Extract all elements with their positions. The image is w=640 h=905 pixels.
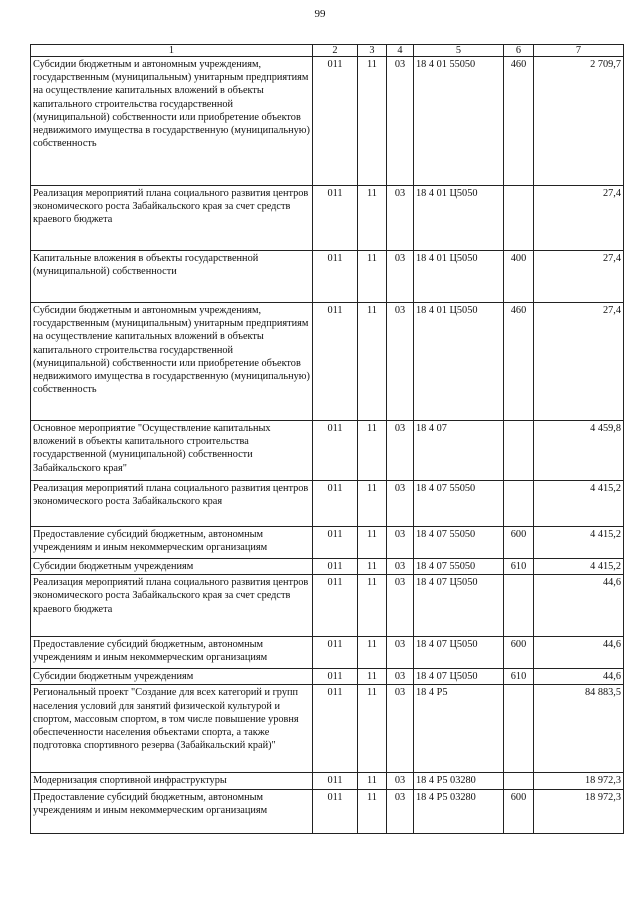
col-ministry-code: 011: [313, 685, 358, 773]
col-expense-type: 600: [504, 789, 534, 833]
col-section: 11: [358, 575, 387, 637]
col-subsection: 03: [387, 669, 414, 685]
row-name: Реализация мероприятий плана социального развития центров экономического роста Забайкальского края за счет средств краевого бюджета: [31, 575, 313, 637]
col-expense-type: 600: [504, 527, 534, 559]
col-section: 11: [358, 773, 387, 789]
col-section: 11: [358, 251, 387, 303]
column-header: 3: [358, 45, 387, 57]
table-row: [31, 421, 624, 481]
table-row: [31, 773, 624, 789]
col-amount: 44,6: [534, 575, 624, 637]
table-row: [31, 186, 624, 251]
col-target-article: 18 4 01 Ц5050: [414, 303, 504, 421]
col-target-article: 18 4 07 Ц5050: [414, 637, 504, 669]
col-ministry-code: 011: [313, 57, 358, 186]
col-amount: 4 459,8: [534, 421, 624, 481]
col-amount: 4 415,2: [534, 559, 624, 575]
column-header: 1: [31, 45, 313, 57]
col-ministry-code: 011: [313, 421, 358, 481]
row-name: Предоставление субсидий бюджетным, автономным учреждениям и иным некоммерческим организациям: [31, 637, 313, 669]
col-section: 11: [358, 481, 387, 527]
col-section: 11: [358, 685, 387, 773]
col-subsection: 03: [387, 575, 414, 637]
col-amount: 4 415,2: [534, 481, 624, 527]
col-amount: 4 415,2: [534, 527, 624, 559]
row-name: Реализация мероприятий плана социального развития центров экономического роста Забайкальского края за счет средств краевого бюджета: [31, 186, 313, 251]
col-expense-type: [504, 575, 534, 637]
col-target-article: 18 4 07 55050: [414, 481, 504, 527]
col-subsection: 03: [387, 773, 414, 789]
col-ministry-code: 011: [313, 637, 358, 669]
column-header: 4: [387, 45, 414, 57]
col-expense-type: 460: [504, 57, 534, 186]
table-row: [31, 637, 624, 669]
table-row: [31, 251, 624, 303]
col-section: 11: [358, 57, 387, 186]
col-amount: 27,4: [534, 251, 624, 303]
col-ministry-code: 011: [313, 789, 358, 833]
col-expense-type: [504, 186, 534, 251]
col-section: 11: [358, 303, 387, 421]
col-expense-type: 400: [504, 251, 534, 303]
row-name: Модернизация спортивной инфраструктуры: [31, 773, 313, 789]
col-subsection: 03: [387, 57, 414, 186]
col-ministry-code: 011: [313, 559, 358, 575]
row-name: Основное мероприятие "Осуществление капитальных вложений в объекты капитального строительства государственной (муниципальной) собственности Забайкальского края": [31, 421, 313, 481]
budget-table: [30, 44, 624, 834]
col-target-article: 18 4 01 Ц5050: [414, 251, 504, 303]
col-ministry-code: 011: [313, 251, 358, 303]
col-expense-type: 610: [504, 559, 534, 575]
col-section: 11: [358, 559, 387, 575]
col-subsection: 03: [387, 527, 414, 559]
column-header: 5: [414, 45, 504, 57]
col-subsection: 03: [387, 637, 414, 669]
col-amount: 2 709,7: [534, 57, 624, 186]
col-ministry-code: 011: [313, 186, 358, 251]
table-row: [31, 527, 624, 559]
col-ministry-code: 011: [313, 669, 358, 685]
row-name: Предоставление субсидий бюджетным, автономным учреждениям и иным некоммерческим организациям: [31, 527, 313, 559]
col-ministry-code: 011: [313, 481, 358, 527]
col-expense-type: [504, 773, 534, 789]
col-target-article: 18 4 07 Ц5050: [414, 669, 504, 685]
row-name: Предоставление субсидий бюджетным, автономным учреждениям и иным некоммерческим организациям: [31, 789, 313, 833]
table-header-row: [31, 45, 624, 57]
col-expense-type: 610: [504, 669, 534, 685]
col-section: 11: [358, 421, 387, 481]
col-target-article: 18 4 01 Ц5050: [414, 186, 504, 251]
table-row: [31, 303, 624, 421]
table-row: [31, 685, 624, 773]
col-target-article: 18 4 07 55050: [414, 527, 504, 559]
table-row: [31, 669, 624, 685]
col-section: 11: [358, 527, 387, 559]
col-amount: 27,4: [534, 186, 624, 251]
table-row: [31, 575, 624, 637]
col-subsection: 03: [387, 685, 414, 773]
row-name: Региональный проект "Создание для всех категорий и групп населения условий для занятий физической культурой и спортом, массовым спортом, в том числе повышение уровня обеспеченности населения объектами спорта, а также подготовка спортивного резерва (Забайкальский край)": [31, 685, 313, 773]
column-header: 6: [504, 45, 534, 57]
col-subsection: 03: [387, 789, 414, 833]
row-name: Субсидии бюджетным и автономным учреждениям, государственным (муниципальным) унитарным предприятиям на осуществление капитальных вложений в объекты капитального строительства государственной (муниципальной) собственности или приобретение объектов недвижимого имущества в государственную (муниципальную) собственность: [31, 57, 313, 186]
row-name: Субсидии бюджетным учреждениям: [31, 669, 313, 685]
col-target-article: 18 4 07 Ц5050: [414, 575, 504, 637]
col-subsection: 03: [387, 421, 414, 481]
col-amount: 44,6: [534, 669, 624, 685]
col-amount: 27,4: [534, 303, 624, 421]
table-row: [31, 481, 624, 527]
page-number: 99: [314, 8, 326, 20]
col-amount: 84 883,5: [534, 685, 624, 773]
col-expense-type: [504, 481, 534, 527]
col-target-article: 18 4 07 55050: [414, 559, 504, 575]
table-row: [31, 559, 624, 575]
row-name: Капитальные вложения в объекты государственной (муниципальной) собственности: [31, 251, 313, 303]
col-amount: 18 972,3: [534, 789, 624, 833]
col-ministry-code: 011: [313, 575, 358, 637]
col-target-article: 18 4 P5: [414, 685, 504, 773]
col-subsection: 03: [387, 186, 414, 251]
col-section: 11: [358, 637, 387, 669]
col-target-article: 18 4 01 55050: [414, 57, 504, 186]
col-expense-type: 460: [504, 303, 534, 421]
row-name: Субсидии бюджетным и автономным учреждениям, государственным (муниципальным) унитарным предприятиям на осуществление капитальных вложений в объекты капитального строительства государственной (муниципальной) собственности или приобретение объектов недвижимого имущества в государственную (муниципальную) собственность: [31, 303, 313, 421]
table-row: [31, 57, 624, 186]
col-expense-type: 600: [504, 637, 534, 669]
column-header: 2: [313, 45, 358, 57]
col-expense-type: [504, 685, 534, 773]
col-amount: 18 972,3: [534, 773, 624, 789]
col-target-article: 18 4 P5 03280: [414, 789, 504, 833]
col-subsection: 03: [387, 303, 414, 421]
col-subsection: 03: [387, 481, 414, 527]
col-target-article: 18 4 07: [414, 421, 504, 481]
row-name: Субсидии бюджетным учреждениям: [31, 559, 313, 575]
col-section: 11: [358, 669, 387, 685]
column-header: 7: [534, 45, 624, 57]
col-ministry-code: 011: [313, 303, 358, 421]
col-section: 11: [358, 186, 387, 251]
col-ministry-code: 011: [313, 527, 358, 559]
col-subsection: 03: [387, 251, 414, 303]
col-expense-type: [504, 421, 534, 481]
table-row: [31, 789, 624, 833]
row-name: Реализация мероприятий плана социального развития центров экономического роста Забайкальского края: [31, 481, 313, 527]
col-amount: 44,6: [534, 637, 624, 669]
col-ministry-code: 011: [313, 773, 358, 789]
col-section: 11: [358, 789, 387, 833]
col-target-article: 18 4 P5 03280: [414, 773, 504, 789]
col-subsection: 03: [387, 559, 414, 575]
